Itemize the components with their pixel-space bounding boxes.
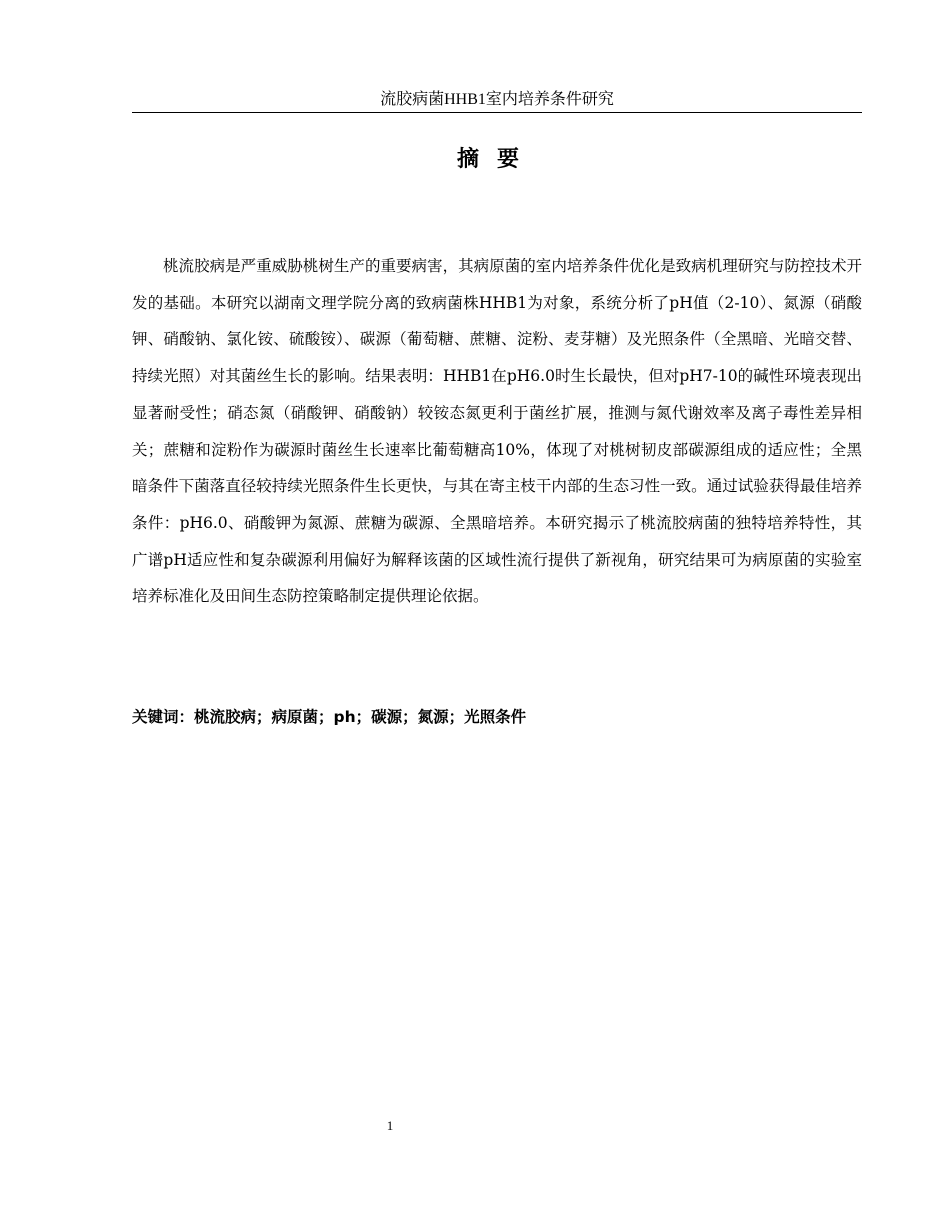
abstract-body: 桃流胶病是严重威胁桃树生产的重要病害，其病原菌的室内培养条件优化是致病机理研究与防控技术开发的基础。本研究以湖南文理学院分离的致病菌株HHB1为对象，系统分析了pH值（2-10）、氮源（硝酸钾、硝酸钠、氯化铵、硫酸铵）、碳源（葡萄糖、蔗糖、淀粉、麦芽糖）及光照条件（全黑暗、光暗交替、持续光照）对其菌丝生长的影响。结果表明：HHB1在pH6.0时生长最快，但对pH7-10的碱性环境表现出显著耐受性；硝态氮（硝酸钾、硝酸钠）较铵态氮更利于菌丝扩展，推测与氮代谢效率及离子毒性差异相关；蔗糖和淀粉作为碳源时菌丝生长速率比葡萄糖高10%，体现了对桃树韧皮部碳源组成的适应性；全黑暗条件下菌落直径较持续光照条件生长更快，与其在寄主枝干内部的生态习性一致。通过试验获得最佳培养条件：pH6.0、硝酸钾为氮源、蔗糖为碳源、全黑暗培养。本研究揭示了桃流胶病菌的独特培养特性，其广谱pH适应性和复杂碳源利用偏好为解释该菌的区域性流行提供了新视角，研究结果可为病原菌的实验室培养标准化及田间生态防控策略制定提供理论依据。 — [132, 257, 862, 606]
page-number: 1 — [386, 1118, 394, 1133]
keywords-line: 关键词：桃流胶病；病原菌；ph；碳源；氮源；光照条件 — [132, 708, 527, 726]
running-header: 流胶病菌HHB1室内培养条件研究 — [132, 88, 862, 113]
abstract-heading: 摘要 — [456, 147, 537, 172]
